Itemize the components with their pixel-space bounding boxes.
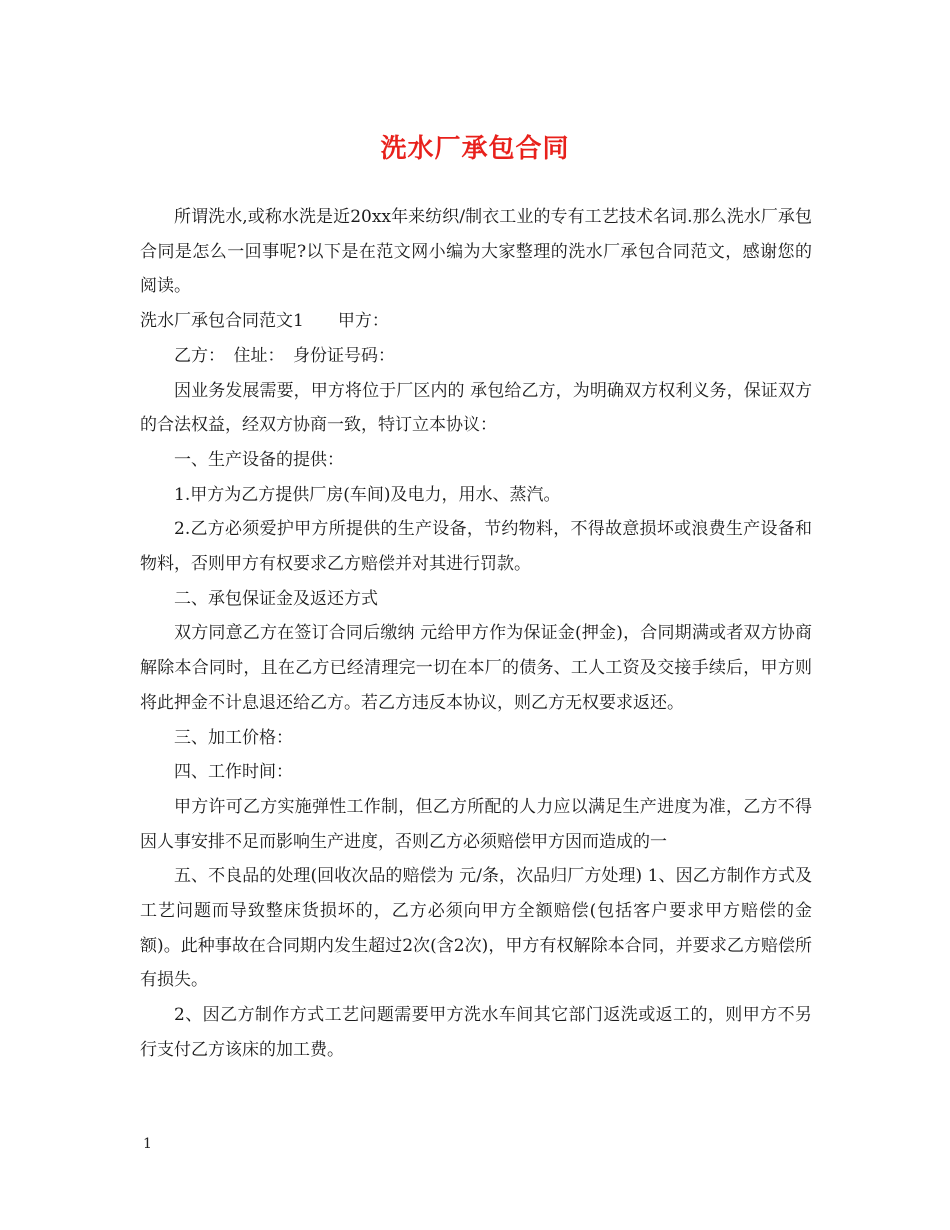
paragraph-intro: 所谓洗水,或称水洗是近20xx年来纺织/制衣工业的专有工艺技术名词.那么洗水厂承包合同是怎么一回事呢?以下是在范文网小编为大家整理的洗水厂承包合同范文，感谢您的阅读。 (140, 207, 812, 297)
section-heading-equipment: 一、生产设备的提供： (174, 449, 344, 470)
paragraph-clause: 甲方许可乙方实施弹性工作制，但乙方所配的人力应以满足生产进度为准，乙方不得因人事安排不足而影响生产进度，否则乙方必须赔偿甲方因而造成的一 (140, 796, 812, 852)
page-number: 1 (143, 1136, 152, 1152)
section-heading-deposit: 二、承包保证金及返还方式 (174, 588, 378, 609)
paragraph-clause: 五、不良品的处理(回收次品的赔偿为 元/条，次品归厂方处理) 1、因乙方制作方式及工艺问题而导致整床货损坏的，乙方必须向甲方全额赔偿(包括客户要求甲方赔偿的金额)。此种事故在合同期内发生超过2次(含2次)，甲方有权解除本合同，并要求乙方赔偿所有损失。 (140, 866, 812, 991)
paragraph-clause: 双方同意乙方在签订合同后缴纳 元给甲方作为保证金(押金)，合同期满或者双方协商解除本合同时，且在乙方已经清理完一切在本厂的债务、工人工资及交接手续后，甲方则将此押金不计息退还给乙方。若乙方违反本协议，则乙方无权要求返还。 (140, 623, 812, 713)
paragraph-party-a: 洗水厂承包合同范文1 甲方： (140, 311, 389, 332)
paragraph-clause: 2、因乙方制作方式工艺问题需要甲方洗水车间其它部门返洗或返工的，则甲方不另行支付乙方该床的加工费。 (140, 1005, 812, 1060)
document-body (140, 200, 812, 1068)
paragraph-preamble: 因业务发展需要，甲方将位于厂区内的 承包给乙方，为明确双方权利义务，保证双方的合法权益，经双方协商一致，特订立本协议： (140, 380, 812, 436)
paragraph-party-b: 乙方： 住址： 身份证号码： (174, 345, 395, 366)
paragraph-clause: 1.甲方为乙方提供厂房(车间)及电力，用水、蒸汽。 (174, 484, 561, 505)
section-heading-worktime: 四、工作时间： (174, 762, 293, 783)
paragraph-clause: 2.乙方必须爱护甲方所提供的生产设备，节约物料，不得故意损坏或浪费生产设备和物料，否则甲方有权要求乙方赔偿并对其进行罚款。 (140, 519, 812, 575)
document-title: 洗水厂承包合同 (380, 134, 570, 164)
section-heading-price: 三、加工价格： (174, 727, 293, 748)
